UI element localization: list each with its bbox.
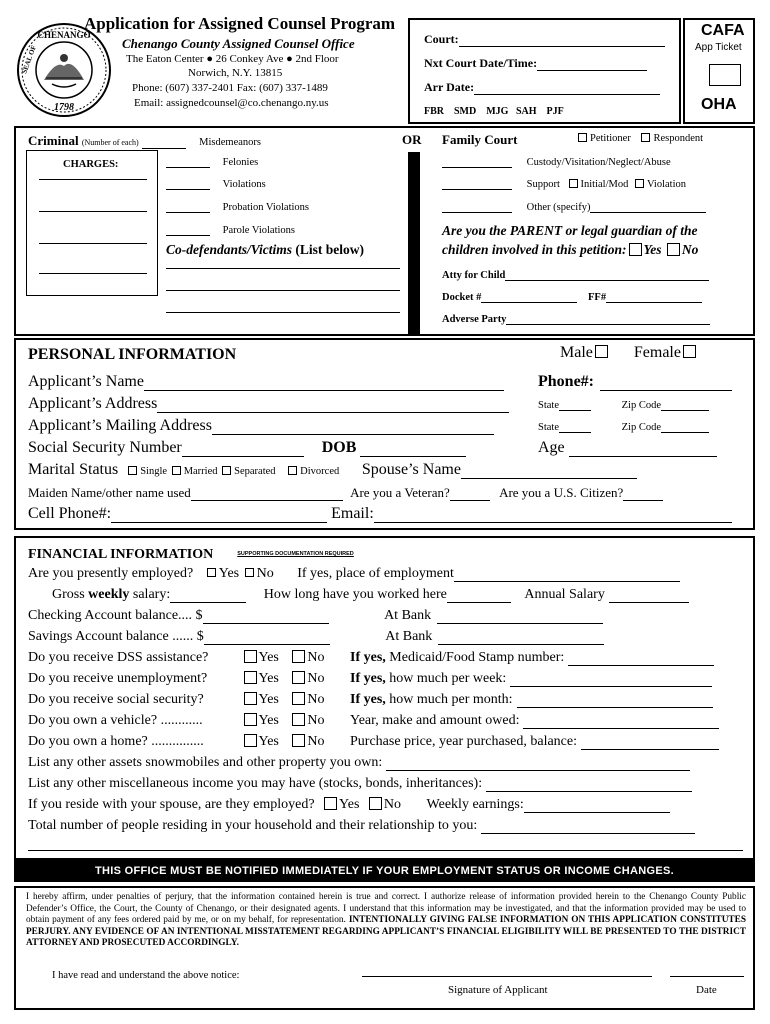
- charge-line-1[interactable]: [39, 179, 147, 180]
- address-label: Applicant’s Address: [28, 395, 158, 412]
- charges-label: CHARGES:: [63, 159, 119, 170]
- employed-label: Are you presently employed?: [28, 566, 194, 581]
- ss-field[interactable]: [517, 707, 713, 708]
- state-label-1: State: [538, 400, 559, 411]
- email-label: Email:: [331, 505, 374, 522]
- employed-no-checkbox[interactable]: [245, 568, 254, 577]
- dss-field[interactable]: [568, 665, 714, 666]
- phone-label: Phone#:: [538, 373, 594, 390]
- spouse-emp-yes-label: Yes: [339, 797, 360, 813]
- female-label: Female: [633, 344, 681, 361]
- initial-mod-label: Initial/Mod: [580, 179, 629, 190]
- signature-field[interactable]: [362, 976, 652, 977]
- zip-field-1[interactable]: [661, 410, 709, 411]
- court-label: Court:: [424, 32, 459, 46]
- custody-label: Custody/Visitation/Neglect/Abuse: [526, 157, 671, 168]
- charge-line-3[interactable]: [39, 243, 147, 244]
- ssn-label: Social Security Number: [28, 439, 182, 456]
- assets-label: List any other assets snowmobiles and other property you own:: [28, 755, 383, 770]
- spouse-label: Spouse’s Name: [361, 461, 461, 478]
- male-label: Male: [560, 344, 593, 361]
- parent-question-2: children involved in this petition:: [442, 242, 627, 257]
- parent-question-1: Are you the PARENT or legal guardian of the: [442, 223, 698, 238]
- criminal-title: Criminal: [28, 133, 79, 148]
- respondent-checkbox[interactable]: [641, 133, 650, 142]
- single-checkbox[interactable]: [128, 466, 137, 475]
- dss-yes-label: Yes: [258, 650, 279, 666]
- dob-field[interactable]: [360, 456, 466, 457]
- codefendant-line-1[interactable]: [166, 268, 400, 269]
- checking-bank-label: At Bank: [384, 608, 432, 623]
- parole-label: Parole Violations: [222, 225, 296, 236]
- app-ticket-box[interactable]: [709, 64, 741, 86]
- male-checkbox[interactable]: [595, 345, 608, 358]
- form-title: Application for Assigned Counsel Program: [84, 14, 396, 33]
- unemp-label: Do you receive unemployment?: [28, 671, 208, 687]
- cell-label: Cell Phone#:: [28, 505, 112, 522]
- violation-checkbox[interactable]: [635, 179, 644, 188]
- marital-label: Marital Status: [28, 461, 119, 478]
- household-field[interactable]: [481, 833, 695, 834]
- parent-no-label: No: [681, 242, 699, 257]
- separated-checkbox[interactable]: [222, 466, 231, 475]
- county-seal: [16, 22, 112, 118]
- list-below-label: (List below): [295, 242, 365, 257]
- probation-count[interactable]: [166, 212, 210, 213]
- probation-label: Probation Violations: [222, 202, 310, 213]
- court-codes: FBR SMD MJG SAH PJF: [424, 106, 564, 117]
- atty-field[interactable]: [505, 280, 709, 281]
- gross-weekly: weekly: [88, 587, 130, 602]
- veteran-label: Are you a Veteran?: [350, 485, 450, 500]
- employed-no-label: No: [256, 566, 274, 581]
- home-yes-checkbox[interactable]: [244, 734, 257, 747]
- ssn-field[interactable]: [182, 456, 304, 457]
- citizen-field[interactable]: [623, 500, 663, 501]
- divorced-label: Divorced: [300, 466, 340, 477]
- email-field[interactable]: [374, 522, 732, 523]
- ss-if-yes: If yes,: [350, 692, 386, 708]
- dss-label: Do you receive DSS assistance?: [28, 650, 209, 666]
- supporting-doc-note: SUPPORTING DOCUMENTATION REQUIRED: [237, 551, 354, 558]
- ss-no-checkbox[interactable]: [292, 692, 305, 705]
- personal-section: [14, 338, 755, 530]
- support-count[interactable]: [442, 189, 512, 190]
- spouse-emp-no-checkbox[interactable]: [369, 797, 382, 810]
- annual-label: Annual Salary: [524, 587, 605, 602]
- household-field-2[interactable]: [28, 850, 743, 851]
- dss-yes-checkbox[interactable]: [244, 650, 257, 663]
- office-address-1: The Eaton Center ● 26 Conkey Ave ● 2nd Floor: [126, 53, 339, 65]
- female-checkbox[interactable]: [683, 345, 696, 358]
- violation-count[interactable]: [166, 189, 210, 190]
- veteran-field[interactable]: [450, 500, 490, 501]
- unemp-no-label: No: [307, 671, 325, 687]
- dss-no-label: No: [307, 650, 325, 666]
- personal-title: PERSONAL INFORMATION: [28, 346, 237, 363]
- cell-field[interactable]: [111, 522, 327, 523]
- unemp-yes-label: Yes: [258, 671, 279, 687]
- affirm-bold: INTENTIONALLY GIVING FALSE INFORMATION ON THIS APPLICATION CONSTITUTES PERJURY. ANY EVIDENCE OF AN INTENTIONAL MISSTATEMENT REGARDING APPLICANT’S FINANCIAL ELIGIBILITY WILL BE PRESENTED TO THE DISTRICT ATTORNEY AND PROSECUTED ACCORDINGLY.: [26, 915, 747, 949]
- unemp-yes-checkbox[interactable]: [244, 671, 257, 684]
- ss-if-label: how much per month:: [385, 692, 513, 708]
- affirmation-section: [14, 886, 755, 1010]
- criminal-number-note: (Number of each): [81, 138, 139, 147]
- spouse-emp-label: If you reside with your spouse, are they employed?: [28, 797, 315, 813]
- violation-label: Violation: [646, 179, 687, 190]
- cafa-sub: App Ticket: [695, 42, 742, 53]
- section-divider: [408, 152, 420, 334]
- savings-bank-field[interactable]: [438, 644, 604, 645]
- charge-line-2[interactable]: [39, 211, 147, 212]
- mailing-label: Applicant’s Mailing Address: [28, 417, 212, 434]
- unemp-if-label: how much per week:: [385, 671, 507, 687]
- vehicle-no-checkbox[interactable]: [292, 713, 305, 726]
- name-field[interactable]: [144, 390, 504, 391]
- state-field-2[interactable]: [559, 432, 591, 433]
- cafa-box: [683, 18, 755, 124]
- family-title: Family Court: [442, 132, 518, 147]
- ss-no-label: No: [307, 692, 325, 708]
- charge-line-4[interactable]: [39, 273, 147, 274]
- weekly-salary-field[interactable]: [170, 602, 246, 603]
- oha-label: OHA: [701, 96, 737, 113]
- place-label: If yes, place of employment: [297, 566, 454, 581]
- place-field[interactable]: [454, 581, 680, 582]
- phone-field[interactable]: [600, 390, 732, 391]
- misdemeanor-count[interactable]: [142, 148, 186, 149]
- parole-count[interactable]: [166, 235, 210, 236]
- spouse-emp-yes-checkbox[interactable]: [324, 797, 337, 810]
- checking-field[interactable]: [203, 623, 329, 624]
- other-label: Other (specify): [526, 202, 591, 213]
- unemp-no-checkbox[interactable]: [292, 671, 305, 684]
- vehicle-yes-checkbox[interactable]: [244, 713, 257, 726]
- zip-field-2[interactable]: [661, 432, 709, 433]
- office-phone: Phone: (607) 337-2401 Fax: (607) 337-1489: [132, 82, 328, 94]
- savings-bank-label: At Bank: [385, 629, 433, 644]
- misc-field[interactable]: [486, 791, 692, 792]
- separated-label: Separated: [234, 466, 276, 477]
- petitioner-checkbox[interactable]: [578, 133, 587, 142]
- dss-no-checkbox[interactable]: [292, 650, 305, 663]
- misc-label: List any other miscellaneous income you may have (stocks, bonds, inheritances):: [28, 776, 483, 791]
- ss-label: Do you receive social security?: [28, 692, 204, 708]
- misdemeanors-label: Misdemeanors: [199, 137, 261, 148]
- affirm-text: I hereby affirm, under penalties of perjury, that the information contained herein is true and correct. I authorize release of information provided herein to the Chenango County Public Defender’s Office, the Court, the County of Chenango, or their designated agents. I understand that this information may be investigated, and that the information provided may be used to obtain payment of any fees ordered paid by me, or on my behalf, for representation.: [26, 892, 746, 926]
- household-label: Total number of people residing in your household and their relationship to you:: [28, 818, 478, 833]
- petitioner-label: Petitioner: [590, 133, 631, 144]
- atty-label: Atty for Child: [442, 270, 506, 281]
- parent-yes-checkbox[interactable]: [629, 243, 642, 256]
- married-checkbox[interactable]: [172, 466, 181, 475]
- married-label: Married: [183, 466, 218, 477]
- adverse-label: Adverse Party: [442, 314, 507, 325]
- address-field[interactable]: [157, 412, 509, 413]
- home-yes-label: Yes: [258, 734, 279, 750]
- savings-field[interactable]: [204, 644, 330, 645]
- parent-yes-label: Yes: [643, 242, 662, 257]
- next-court-label: Nxt Court Date/Time:: [424, 56, 538, 70]
- home-field[interactable]: [581, 749, 719, 750]
- state-field-1[interactable]: [559, 410, 591, 411]
- checking-bank-field[interactable]: [437, 623, 603, 624]
- other-specify-field[interactable]: [590, 212, 706, 213]
- gross-post: salary:: [129, 587, 171, 602]
- checking-label: Checking Account balance.... $: [28, 608, 203, 623]
- home-label: Do you own a home? ...............: [28, 734, 204, 750]
- read-understand: I have read and understand the above notice:: [52, 970, 240, 981]
- violations-label: Violations: [222, 179, 266, 190]
- office-email: Email: assignedcounsel@co.chenango.ny.us: [134, 97, 329, 109]
- ss-yes-checkbox[interactable]: [244, 692, 257, 705]
- office-address-2: Norwich, N.Y. 13815: [188, 67, 283, 79]
- ss-yes-label: Yes: [258, 692, 279, 708]
- notice-bar-text: THIS OFFICE MUST BE NOTIFIED IMMEDIATELY IF YOUR EMPLOYMENT STATUS OR INCOME CHANGES.: [95, 865, 674, 877]
- home-no-checkbox[interactable]: [292, 734, 305, 747]
- arr-date-label: Arr Date:: [424, 80, 475, 94]
- parent-no-checkbox[interactable]: [667, 243, 680, 256]
- docket-label: Docket #: [442, 292, 482, 303]
- vehicle-label: Do you own a vehicle? ............: [28, 713, 203, 729]
- seal-year: 1798: [54, 102, 74, 113]
- vehicle-no-label: No: [307, 713, 325, 729]
- employed-yes-checkbox[interactable]: [207, 568, 216, 577]
- citizen-label: Are you a U.S. Citizen?: [499, 485, 624, 500]
- respondent-label: Respondent: [653, 133, 704, 144]
- next-court-field[interactable]: [537, 70, 647, 71]
- charges-box: [26, 150, 158, 296]
- signature-label: Signature of Applicant: [448, 984, 548, 996]
- dss-if-yes: If yes,: [350, 650, 386, 666]
- ff-field[interactable]: [606, 302, 702, 303]
- adverse-field[interactable]: [506, 324, 710, 325]
- felony-count[interactable]: [166, 167, 210, 168]
- arr-date-field[interactable]: [474, 94, 660, 95]
- savings-label: Savings Account balance ...... $: [28, 629, 204, 644]
- dob-label: DOB: [321, 439, 357, 456]
- name-label: Applicant’s Name: [28, 373, 144, 390]
- weekly-earn-field[interactable]: [524, 812, 670, 813]
- ff-label: FF#: [588, 292, 607, 303]
- codefendant-line-2[interactable]: [166, 290, 400, 291]
- codefendants-label: Co-defendants/Victims: [166, 242, 293, 257]
- divorced-checkbox[interactable]: [288, 466, 297, 475]
- seal-left-text: SEAL OF: [20, 44, 38, 75]
- employed-yes-label: Yes: [218, 566, 240, 581]
- court-field[interactable]: [459, 46, 665, 47]
- court-box: [408, 18, 681, 124]
- age-label: Age: [538, 439, 565, 456]
- maiden-field[interactable]: [191, 500, 343, 501]
- support-label: Support: [526, 179, 560, 190]
- home-if-label: Purchase price, year purchased, balance:: [350, 734, 577, 750]
- other-count[interactable]: [442, 212, 512, 213]
- state-label-2: State: [538, 422, 559, 433]
- financial-title: FINANCIAL INFORMATION: [28, 547, 214, 562]
- single-label: Single: [140, 466, 168, 477]
- age-field[interactable]: [569, 456, 717, 457]
- initial-mod-checkbox[interactable]: [569, 179, 578, 188]
- how-long-label: How long have you worked here: [263, 587, 447, 602]
- dss-if-label: Medicaid/Food Stamp number:: [385, 650, 565, 666]
- or-label: OR: [402, 132, 422, 147]
- zip-label-1: Zip Code: [621, 400, 661, 411]
- spouse-field[interactable]: [461, 478, 637, 479]
- home-no-label: No: [307, 734, 325, 750]
- unemp-if-yes: If yes,: [350, 671, 386, 687]
- how-long-field[interactable]: [447, 602, 511, 603]
- office-name: Chenango County Assigned Counsel Office: [122, 36, 355, 51]
- court-type-section: [14, 126, 755, 336]
- financial-section: [14, 536, 755, 882]
- custody-count[interactable]: [442, 167, 512, 168]
- notice-bar: [14, 858, 755, 882]
- svg-text:CHENANGO: CHENANGO: [37, 30, 91, 40]
- zip-label-2: Zip Code: [621, 422, 661, 433]
- vehicle-if-label: Year, make and amount owed:: [350, 713, 520, 729]
- weekly-earn-label: Weekly earnings:: [426, 797, 524, 813]
- gross-pre: Gross: [52, 587, 89, 602]
- vehicle-field[interactable]: [523, 728, 719, 729]
- date-label: Date: [696, 984, 717, 996]
- felonies-label: Felonies: [222, 157, 259, 168]
- spouse-emp-no-label: No: [383, 797, 402, 813]
- annual-field[interactable]: [609, 602, 689, 603]
- assets-field[interactable]: [386, 770, 690, 771]
- docket-field[interactable]: [481, 302, 577, 303]
- cafa-title: CAFA: [701, 22, 745, 39]
- date-field[interactable]: [670, 976, 744, 977]
- maiden-label: Maiden Name/other name used: [28, 485, 191, 500]
- codefendant-line-3[interactable]: [166, 312, 400, 313]
- mailing-field[interactable]: [212, 434, 494, 435]
- vehicle-yes-label: Yes: [258, 713, 279, 729]
- unemp-field[interactable]: [510, 686, 712, 687]
